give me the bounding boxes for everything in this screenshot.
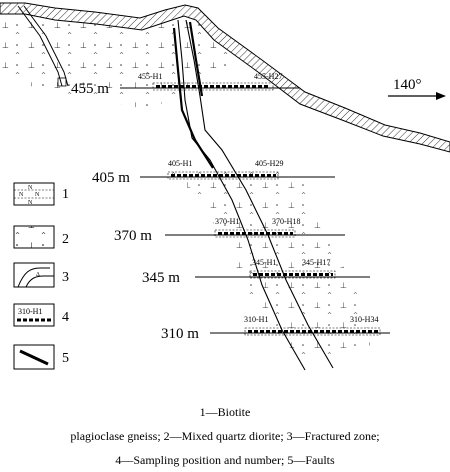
level-310-start-point: 310-H1 — [244, 315, 269, 324]
legend-item-3 — [14, 263, 69, 287]
arrow-right-icon — [436, 92, 446, 100]
level-455-end-point: 455-H27 — [254, 72, 283, 81]
legend-item-2 — [14, 226, 69, 248]
sampling-symbol-label: 310-H1 — [18, 307, 43, 316]
level-345-start-point: 345-H1 — [252, 258, 277, 267]
level-455-start-point: 455-H1 — [138, 72, 163, 81]
caption-line-2: plagioclase gneiss; 2—Mixed quartz diorite; 3—Fractured zone; — [70, 429, 380, 443]
level-310-label: 310 m — [161, 326, 199, 342]
caption-line-3: 4—Sampling position and number; 5—Faults — [115, 453, 335, 467]
caption-line-1: 1—Biotite — [199, 405, 251, 419]
level-370-end-point: 370-H18 — [272, 217, 301, 226]
level-370-label: 370 m — [114, 228, 152, 244]
biotite-gneiss-symbol-3: N — [35, 192, 40, 198]
legend — [14, 183, 69, 369]
level-345-label: 345 m — [142, 270, 180, 286]
legend-number-1: 1 — [62, 187, 69, 202]
level-405-start-point: 405-H1 — [168, 159, 193, 168]
level-345-end-point: 345-H17 — [302, 258, 331, 267]
biotite-gneiss-symbol: N — [28, 185, 33, 191]
figure-caption — [0, 400, 450, 472]
legend-item-1 — [14, 183, 69, 206]
legend-item-5 — [14, 345, 69, 369]
biotite-gneiss-symbol-4: N — [28, 200, 33, 206]
biotite-gneiss-symbol-2: N — [19, 192, 24, 198]
legend-number-3: 3 — [62, 270, 69, 285]
direction-label: 140° — [393, 77, 422, 93]
legend-number-4: 4 — [62, 310, 69, 325]
fractured-zone-symbol: Δ — [36, 272, 40, 278]
direction-indicator — [388, 77, 446, 100]
level-455-label: 455 m — [71, 81, 109, 97]
legend-item-4 — [14, 304, 69, 326]
legend-number-2: 2 — [62, 232, 69, 247]
level-405-label: 405 m — [92, 170, 130, 186]
level-370-start-point: 370-H1 — [215, 217, 240, 226]
legend-number-5: 5 — [62, 351, 69, 366]
level-405-end-point: 405-H29 — [255, 159, 284, 168]
level-310-end-point: 310-H34 — [350, 315, 379, 324]
